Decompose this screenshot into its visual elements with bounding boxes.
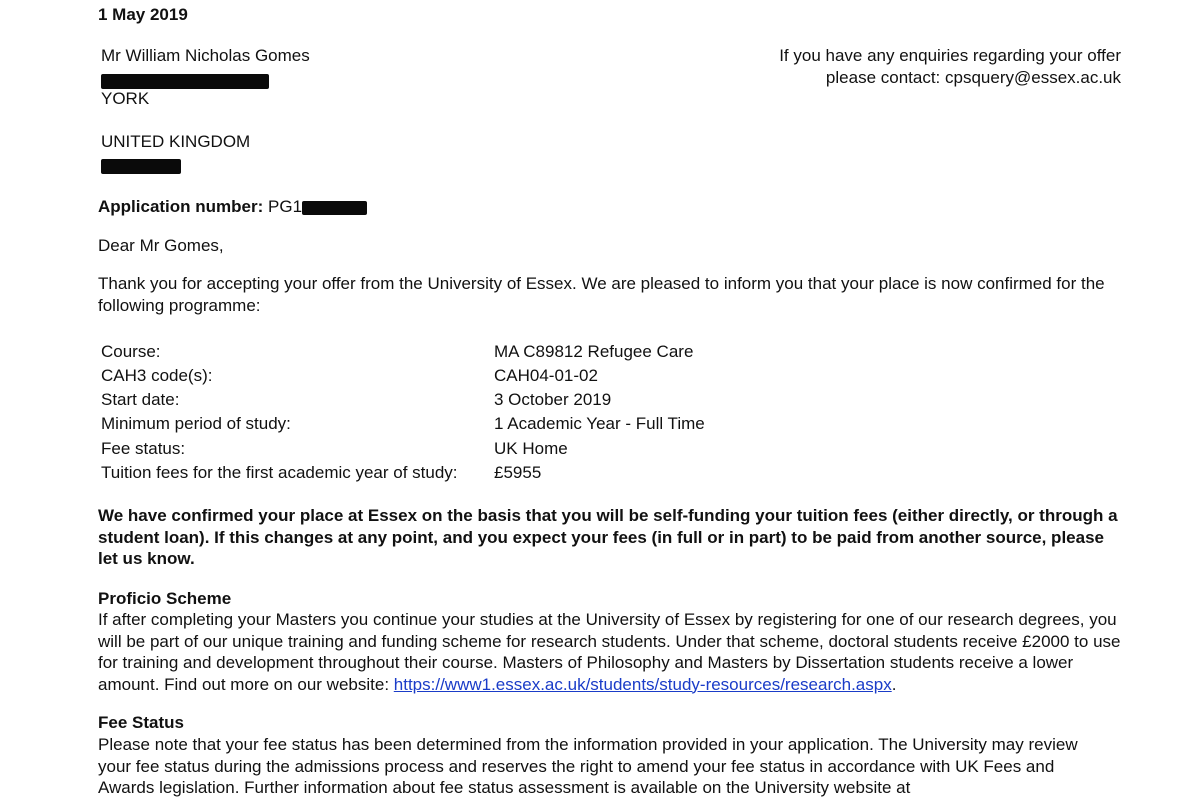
enquiries-contact: please contact: cpsquery@essex.ac.uk	[825, 67, 1121, 87]
recipient-name: Mr William Nicholas Gomes	[101, 46, 310, 65]
redaction-bar	[302, 201, 367, 215]
intro-paragraph: Thank you for accepting your offer from the University of Essex. We are pleased to inform you that your place is now confirmed for the following programme:	[98, 274, 1105, 315]
application-number-label: Application number:	[98, 197, 264, 216]
programme-label: Tuition fees for the first academic year of study:	[101, 463, 458, 482]
research-link[interactable]: https://www1.essex.ac.uk/students/study-resources/research.aspx	[393, 674, 892, 694]
programme-value: £5955	[494, 463, 542, 482]
enquiries-block	[779, 45, 1121, 88]
programme-value: UK Home	[494, 439, 568, 458]
programme-row	[101, 341, 801, 365]
programme-row	[101, 389, 801, 413]
programme-label: CAH3 code(s):	[101, 366, 213, 385]
recipient-country: UNITED KINGDOM	[101, 132, 251, 151]
proficio-heading: Proficio Scheme	[98, 589, 232, 608]
letter-date: 1 May 2019	[98, 5, 188, 24]
programme-row	[101, 462, 801, 486]
redaction-bar	[101, 159, 181, 174]
proficio-body: If after completing your Masters you continue your studies at the University of Essex by registering for one of our research degrees, you will be part of our unique training and funding scheme for research students. Under that scheme, doctoral students receive £2000 to use for training and development throughout their course. Masters of Philosophy and Masters by Dissertation students receive a lower amount. Find out more on our website:	[98, 610, 1121, 694]
programme-label: Minimum period of study:	[101, 414, 291, 433]
recipient-city: YORK	[101, 89, 150, 108]
programme-row	[101, 438, 801, 462]
programme-value: 1 Academic Year - Full Time	[494, 414, 705, 433]
programme-row	[101, 365, 801, 389]
enquiries-line: If you have any enquiries regarding your offer	[779, 46, 1121, 65]
programme-value: 3 October 2019	[494, 390, 612, 409]
programme-label: Fee status:	[101, 439, 186, 458]
programme-value: MA C89812 Refugee Care	[494, 342, 694, 361]
funding-notice: We have confirmed your place at Essex on the basis that you will be self-funding your tuition fees (either directly, or through a student loan). If this changes at any point, and you expect your fees (in full or in part) to be paid from another source, please let us know.	[98, 506, 1118, 568]
salutation: Dear Mr Gomes,	[98, 236, 224, 255]
programme-value: CAH04-01-02	[494, 366, 598, 385]
application-number-value: PG1	[268, 197, 303, 216]
programme-label: Start date:	[101, 390, 180, 409]
proficio-paragraph	[98, 609, 1130, 695]
proficio-period: .	[891, 674, 897, 694]
redaction-bar	[101, 74, 269, 89]
fee-status-paragraph: Please note that your fee status has been determined from the information provided in your application. The University may review your fee status during the admissions process and reserves the right to amend your fee status in accordance with UK Fees and Awards legislation. Further information about fee status assessment is available on the University website at	[98, 735, 1078, 797]
application-number	[98, 196, 367, 218]
programme-label: Course:	[101, 342, 161, 361]
fee-status-heading: Fee Status	[98, 713, 184, 732]
redacted-postcode	[101, 155, 181, 177]
programme-row	[101, 413, 801, 437]
